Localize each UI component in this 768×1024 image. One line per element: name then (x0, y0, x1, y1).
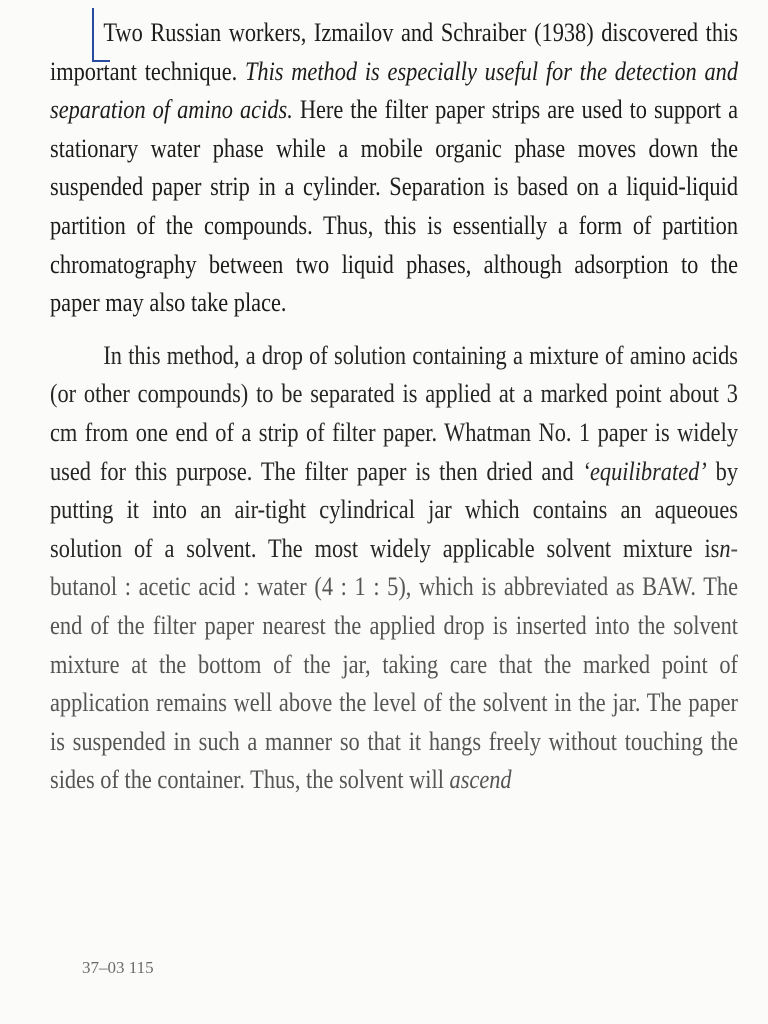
p2-italic-n: n (719, 533, 731, 563)
p2-sentence-3: by putting it into an air-tight cylindrical jar which contains an aqueoues solution of a solvent. The most widely applicable solvent mixture is (50, 456, 738, 563)
p1-sentence-1: Two Russian workers, Izmailov and Schraiber (1938) discovered this important technique. (50, 18, 738, 86)
folio-code: 37–03 115 (82, 958, 154, 977)
p1-sentence-3: Here the filter paper strips are used to support a stationary water phase while a mobile organic phase moves down the suspended paper strip in a cylinder. Separation is based on a liquid-liquid partition of the compounds. Thus, this is essentially a form of partition chromatography between two liquid phases, although adsorption to the paper may also take place. (50, 95, 739, 318)
body-text (50, 14, 738, 800)
paragraph-1 (50, 14, 738, 323)
paragraph-2 (50, 337, 738, 800)
p2-italic-equilibrated: ‘equilibrated’ (582, 456, 707, 486)
p2-sentence-1: In this method, a drop of solution containing a mixture of amino acids (or other compounds) to be separated is applied at a marked point about 3 cm from one end of a strip of filter paper. Whatman No. 1 paper is widely used for this purpose. The filter paper is then dried and (50, 340, 738, 486)
p2-italic-ascend: ascend (449, 765, 512, 795)
p1-italic-sentence: This method is especially useful for the detection and separation of amino acids. (50, 56, 739, 125)
p2-sentence-5: -butanol : acetic acid : water (4 : 1 : 5), which is abbreviated as BAW. The end of the filter paper nearest the applied drop is inserted into the solvent mixture at the bottom of the jar, taking care that the marked point of application remains well above the level of the solvent in the jar. The paper is suspended in such a manner so that it hangs freely without touching the sides of the container. Thus, the solvent will (50, 533, 738, 795)
